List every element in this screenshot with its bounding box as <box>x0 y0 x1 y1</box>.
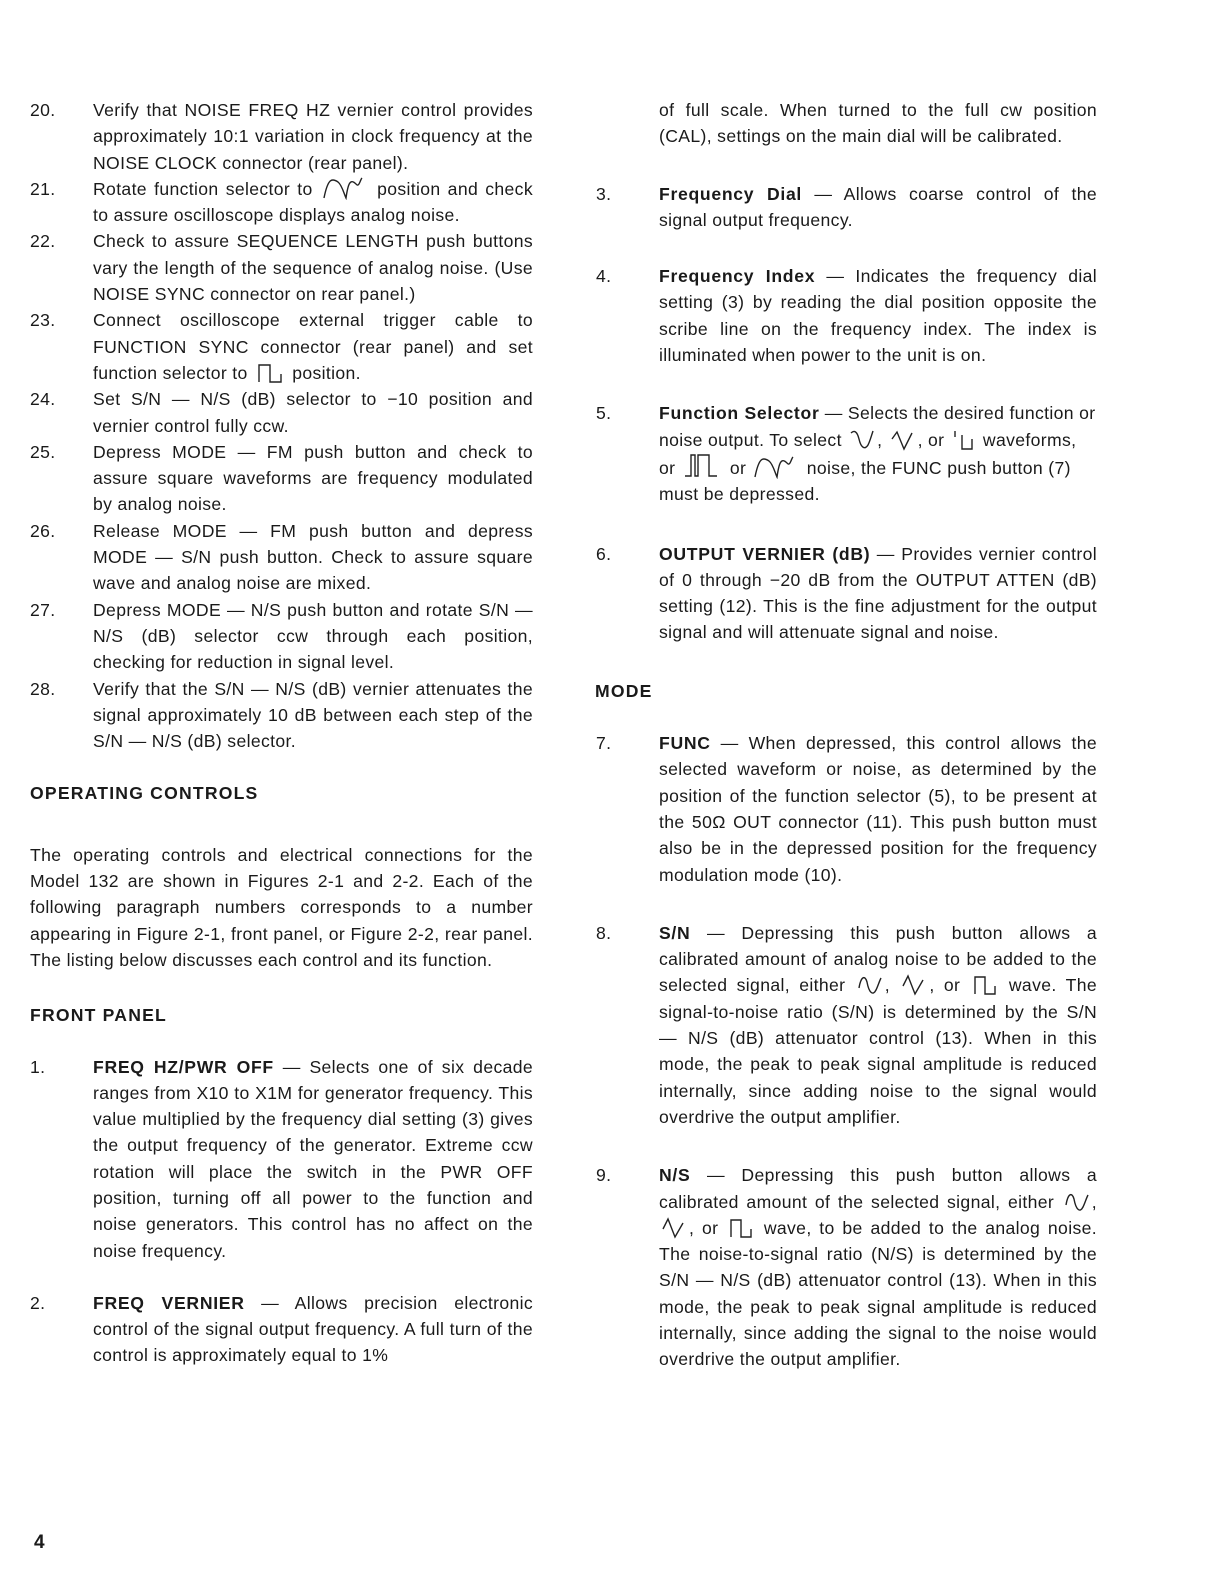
pulse-noise-icon <box>683 453 723 479</box>
control-2-continuation: of full scale. When turned to the full cw position (CAL), settings on the main dial will be calibrated. <box>659 100 1097 147</box>
square-wave-icon <box>728 1217 754 1239</box>
step-21: 21. Rotate function selector to position and check to assure oscilloscope displays analog noise. <box>30 176 533 229</box>
control-1: 1. FREQ HZ/PWR OFF — Selects one of six decade ranges from X10 to X1M for generator frequency. This value multiplied by the frequency dial setting (3) gives the output frequency of the generator. Extreme ccw rotation will place the switch in the PWR OFF position, turning off all power to the function and noise generators. This control has no affect on the noise frequency. <box>30 1056 534 1261</box>
left-column <box>30 97 533 1369</box>
step-24: 24. Set S/N — N/S (dB) selector to −10 position and vernier control fully ccw. <box>30 389 533 436</box>
analog-noise-icon <box>753 455 799 479</box>
step-28: 28. Verify that the S/N — N/S (dB) vernier attenuates the signal approximately 10 dB between each step of the S/N — N/S (dB) selector. <box>30 678 533 752</box>
step-26: 26. Release MODE — FM push button and depress MODE — S/N push button. Check to assure square wave and analog noise are mixed. <box>30 520 533 594</box>
operating-controls-text: The operating controls and electrical connections for the Model 132 are shown in Figures 2-1 and 2-2. Each of the following paragraph numbers corresponds to a number appearing in Figure 2-1, front panel, or Figure 2-2, rear panel. The listing below discusses each control and its function. <box>30 844 533 970</box>
square-wave-icon <box>972 974 998 996</box>
control-3: 3. Frequency Dial — Allows coarse control of the signal output frequency. <box>596 183 1097 230</box>
control-6: 6. OUTPUT VERNIER (dB) — Provides vernier control of 0 through −20 dB from the OUTPUT ATTEN (dB) setting (12). This is the fine adjustment for the output signal and will attenuate signal and noise. <box>596 543 1097 643</box>
mode-control-8: 8. S/N — Depressing this push button allows a calibrated amount of analog noise to be added to the selected signal, either , , or wave. The signal-to-noise ratio (S/N) is determined by the S/N — N/S (dB) attenuator control (13). When in this mode, the peak to peak signal amplitude is reduced internally, since adding noise to the signal would overdrive the output amplifier. <box>596 922 1097 1127</box>
front-panel-heading: FRONT PANEL <box>30 1005 168 1026</box>
step-20: 20. Verify that NOISE FREQ HZ vernier control provides approximately 10:1 variation in clock frequency at the NOISE CLOCK connector (rear panel). <box>30 100 533 173</box>
square-wave-icon <box>255 362 285 384</box>
sine-wave-icon <box>857 974 883 996</box>
triangle-wave-icon <box>661 1217 687 1239</box>
mode-control-7: 7. FUNC — When depressed, this control allows the selected waveform or noise, as determined by the position of the function selector (5), to be present at the 50Ω OUT connector (11). This push button must also be in the depressed position for the frequency modulation mode (10). <box>596 733 1097 885</box>
step-22: 22. Check to assure SEQUENCE LENGTH push buttons vary the length of the sequence of analog noise. (Use NOISE SYNC connector on rear panel.) <box>30 231 533 305</box>
triangle-wave-icon <box>890 429 916 451</box>
control-5: 5. Function Selector — Selects the desired function or noise output. To select , , or waveforms, or or noise, the FUNC push button (7) must be depressed. <box>596 403 1096 505</box>
step-25: 25. Depress MODE — FM push button and check to assure square waveforms are frequency modulated by analog noise. <box>30 441 533 515</box>
control-2: 2. FREQ VERNIER — Allows precision electronic control of the signal output frequency. A full turn of the control is approximately equal to 1% <box>30 1292 533 1366</box>
control-4: 4. Frequency Index — Indicates the frequency dial setting (3) by reading the dial position opposite the scribe line on the frequency index. The index is illuminated when power to the unit is on. <box>596 266 1097 366</box>
mode-control-9: 9. N/S — Depressing this push button allows a calibrated amount of the selected signal, either , , or wave, to be added to the analog noise. The noise-to-signal ratio (N/S) is determined by the S/N — N/S (dB) attenuator control (13). When in this mode, the peak to peak signal amplitude is reduced internally, since adding the signal to the noise would overdrive the output amplifier. <box>596 1165 1097 1370</box>
sine-wave-icon <box>849 429 875 451</box>
right-column <box>595 97 1097 1373</box>
sine-wave-icon <box>1064 1191 1090 1213</box>
analog-noise-icon <box>322 176 368 200</box>
step-23: 23. Connect oscilloscope external trigger cable to FUNCTION SYNC connector (rear panel) and set function selector to position. <box>30 310 533 383</box>
square-wave-icon <box>952 429 976 451</box>
page-number: 4 <box>34 1532 45 1553</box>
triangle-wave-icon <box>901 974 927 996</box>
step-27: 27. Depress MODE — N/S push button and rotate S/N — N/S (dB) selector ccw through each position, checking for reduction in signal level. <box>30 599 533 673</box>
mode-heading: MODE <box>595 680 653 701</box>
operating-controls-heading: OPERATING CONTROLS <box>30 783 259 804</box>
